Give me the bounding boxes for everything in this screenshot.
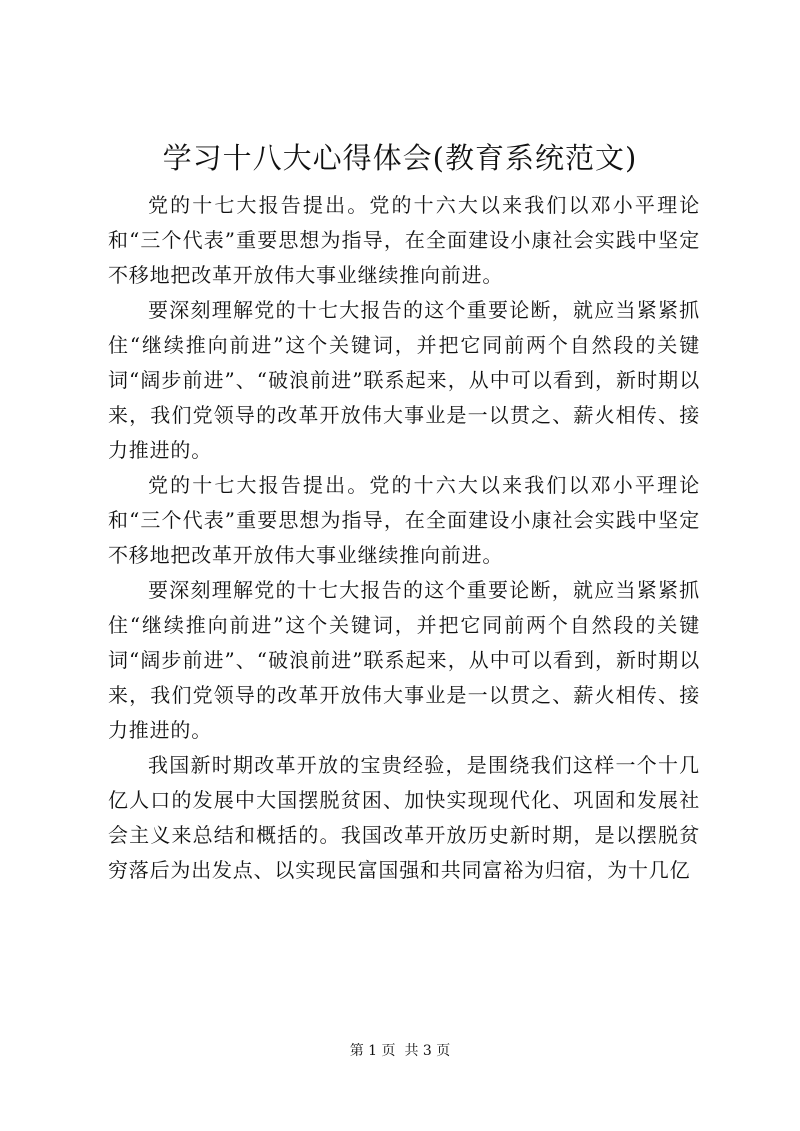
- paragraph-3: 党的十七大报告提出。党的十六大以来我们以邓小平理论和“三个代表”重要思想为指导，在全面建设小康社会实践中坚定不移地把改革开放伟大事业继续推向前进。: [108, 473, 700, 567]
- page-footer: [0, 1041, 800, 1061]
- paragraph-2: 要深刻理解党的十七大报告的这个重要论断，就应当紧紧抓住“继续推向前进”这个关键词，并把它同前两个自然段的关键词“阔步前进”、“破浪前进”联系起来，从中可以看到，新时期以来，我们党领导的改革开放伟大事业是一以贯之、薪火相传、接力推进的。: [108, 298, 700, 462]
- page-title: 学习十八大心得体会(教育系统范文): [162, 141, 638, 175]
- document-body: [108, 188, 700, 888]
- paragraph-5: 我国新时期改革开放的宝贵经验，是围绕我们这样一个十几亿人口的发展中大国摆脱贫困、加快实现现代化、巩固和发展社会主义来总结和概括的。我国改革开放历史新时期，是以摆脱贫穷落后为出发点、以实现民富国强和共同富裕为归宿，为十几亿: [108, 753, 700, 882]
- paragraph-4: 要深刻理解党的十七大报告的这个重要论断，就应当紧紧抓住“继续推向前进”这个关键词，并把它同前两个自然段的关键词“阔步前进”、“破浪前进”联系起来，从中可以看到，新时期以来，我们党领导的改革开放伟大事业是一以贯之、薪火相传、接力推进的。: [108, 578, 700, 742]
- page-number-label: 第 1 页 共 3 页: [349, 1043, 451, 1059]
- paragraph-1: 党的十七大报告提出。党的十六大以来我们以邓小平理论和“三个代表”重要思想为指导，在全面建设小康社会实践中坚定不移地把改革开放伟大事业继续推向前进。: [108, 193, 700, 287]
